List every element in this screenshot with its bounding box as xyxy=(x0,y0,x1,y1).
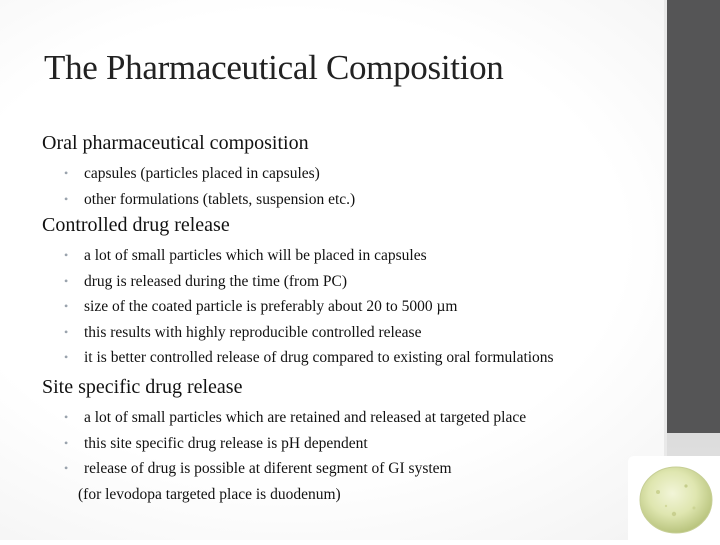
list-item-text: capsules (particles placed in capsules) xyxy=(84,165,320,182)
bullet-list-site-specific xyxy=(64,405,526,507)
section-heading-site-specific: Site specific drug release xyxy=(42,376,243,398)
pill-image xyxy=(628,456,720,540)
list-item-text: size of the coated particle is preferably about 20 to 5000 µm xyxy=(84,298,458,315)
section-heading-controlled: Controlled drug release xyxy=(42,214,230,236)
bullet-list-oral xyxy=(64,161,355,212)
bullet-icon: • xyxy=(64,191,69,206)
list-item xyxy=(64,269,554,295)
bullet-icon: • xyxy=(64,461,69,475)
bullet-icon: • xyxy=(64,410,69,424)
list-item-text: other formulations (tablets, suspension etc.) xyxy=(84,190,356,208)
bullet-icon: • xyxy=(64,273,69,288)
list-item xyxy=(64,431,526,457)
bullet-icon: • xyxy=(64,324,69,339)
list-item-text: drug is released during the time (from PC) xyxy=(84,272,348,290)
list-item xyxy=(64,405,526,431)
list-item xyxy=(64,187,355,213)
bullet-list-controlled xyxy=(64,243,554,371)
bullet-icon: • xyxy=(64,248,69,262)
section-heading-oral: Oral pharmaceutical composition xyxy=(42,132,309,154)
bullet-icon: • xyxy=(64,299,69,313)
list-item-text: release of drug is possible at diferent segment of GI system xyxy=(84,460,452,477)
list-item-text: a lot of small particles which will be placed in capsules xyxy=(84,247,427,264)
list-item-text: this results with highly reproducible controlled release xyxy=(84,323,422,341)
slide-title: The Pharmaceutical Composition xyxy=(44,48,504,87)
bullet-icon: • xyxy=(64,350,69,364)
bullet-icon: • xyxy=(64,435,69,450)
list-item xyxy=(64,320,554,346)
bullet-icon: • xyxy=(64,166,69,180)
list-item-continuation xyxy=(64,482,526,508)
list-item-text: (for levodopa targeted place is duodenum) xyxy=(78,485,341,503)
list-item xyxy=(64,294,554,320)
list-item-text: this site specific drug release is pH dependent xyxy=(84,434,368,452)
list-item xyxy=(64,456,526,482)
list-item xyxy=(64,243,554,269)
list-item xyxy=(64,345,554,371)
list-item xyxy=(64,161,355,187)
list-item-text: it is better controlled release of drug compared to existing oral formulations xyxy=(84,349,554,366)
pill-icon xyxy=(628,456,720,540)
list-item-text: a lot of small particles which are retained and released at targeted place xyxy=(84,409,527,426)
